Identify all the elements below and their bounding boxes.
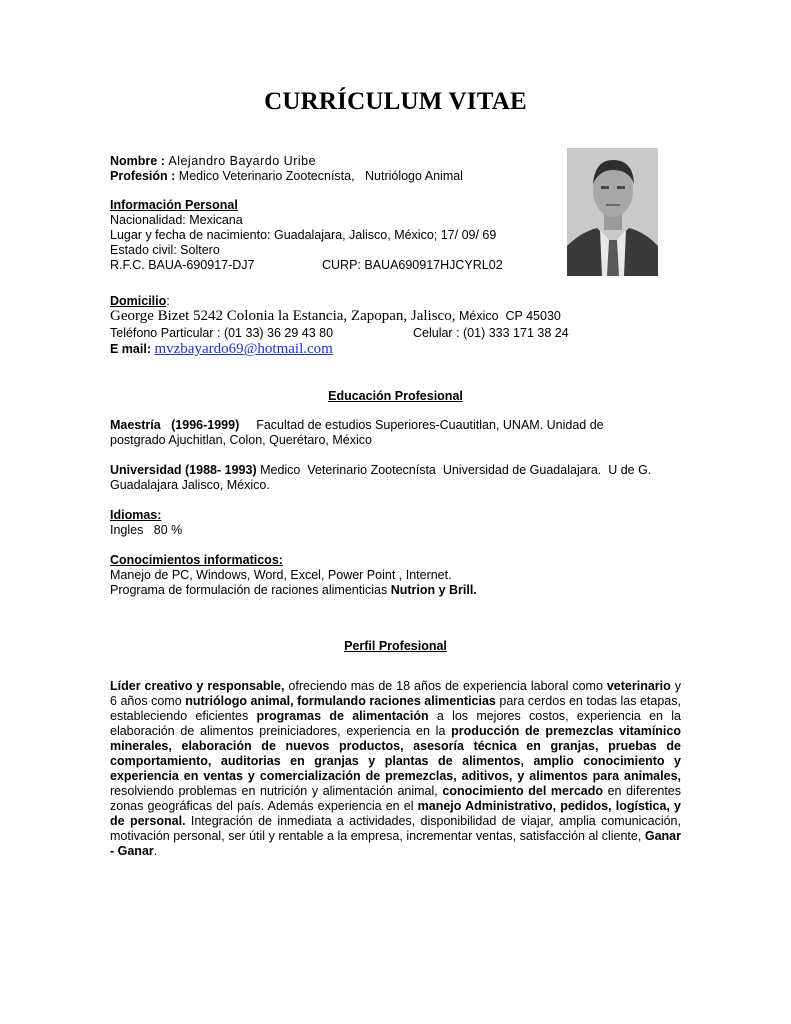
email-line [110, 342, 333, 357]
profession-value: Medico Veterinario Zootecnísta, Nutriólogo Animal [178, 169, 463, 183]
education-heading: Educación Profesional [328, 389, 463, 403]
profile-bold-2: veterinario [606, 679, 671, 693]
document-title: CURRÍCULUM VITAE [264, 88, 527, 115]
address-line [110, 309, 561, 324]
computing-line-2 [110, 583, 477, 598]
name-line [110, 154, 316, 169]
profile-bold-4: programas de alimentación [256, 709, 429, 723]
name-value: Alejandro Bayardo Uribe [168, 154, 317, 168]
domicilio-colon: : [166, 294, 170, 308]
masters-text-2: postgrado Ajuchitlan, Colon, Querétaro, México [110, 433, 372, 447]
profile-text-7: Integración de inmediata a actividades, disponibilidad de viajar, amplia comunicación, motivación personal, ser útil y rentable a la empresa, incrementar ventas, satisfacción al cliente, [110, 814, 681, 843]
profile-text-4: a los mejores costos, experiencia en la elaboración de alimentos preiniciadores, experiencia en la [110, 709, 681, 738]
civil-status: Estado civil: Soltero [110, 243, 220, 257]
profile-bold-6: conocimiento del mercado [442, 784, 603, 798]
email-label: E mail: [110, 342, 151, 356]
profession-label: Profesión : [110, 169, 176, 183]
rfc: R.F.C. BAUA-690917-DJ7 [110, 258, 255, 272]
email-link[interactable]: mvzbayardo69@hotmail.com [154, 341, 333, 357]
address-heading-line [110, 294, 170, 309]
mobile: Celular : (01) 333 171 38 24 [413, 326, 569, 340]
university-label: Universidad (1988- 1993) [110, 463, 257, 477]
computing-line-2-text: Programa de formulación de raciones alimenticias [110, 583, 388, 597]
languages-heading: Idiomas: [110, 508, 162, 522]
profile-bold-1: Líder creativo y responsable, [110, 679, 285, 693]
computing-software: Nutrion y Brill. [390, 583, 477, 597]
birth-info: Lugar y fecha de nacimiento: Guadalajara, Jalisco, México; 17/ 09/ 69 [110, 228, 497, 242]
university-text-1: Medico Veterinario Zootecnísta Universidad de Guadalajara. U de G. [260, 463, 652, 477]
profile-text-8: . [153, 844, 158, 858]
address-tail: México CP 45030 [458, 309, 561, 323]
curp: CURP: BAUA690917HJCYRL02 [322, 258, 503, 272]
profile-text-5: resolviendo problemas en nutrición y alimentación animal, [110, 784, 443, 798]
domicilio-heading: Domicilio [110, 294, 167, 308]
personal-heading: Información Personal [110, 198, 238, 212]
name-label: Nombre : [110, 154, 165, 168]
profile-photo [567, 148, 658, 276]
phone: Teléfono Particular : (01 33) 36 29 43 80 [110, 326, 334, 340]
profile-text-1: ofreciendo mas de 18 años de experiencia laboral como [284, 679, 607, 693]
profile-text-3: para cerdos en todas las etapas, estableciendo eficientes [110, 694, 681, 723]
profile-heading: Perfil Profesional [344, 639, 447, 653]
profile-bold-5: producción de premezclas vitamínico minerales, elaboración de nuevos productos, asesoría técnica en granjas, pruebas de comportamiento, auditorias en granjas y plantas de alimentos, amplio conocimiento y experiencia en ventas y comercialización de premezclas, aditivos, y alimentos para animales, [110, 724, 681, 783]
computing-line-1: Manejo de PC, Windows, Word, Excel, Power Point , Internet. [110, 568, 452, 582]
profile-text-6: en diferentes zonas geográficas del país. Además experiencia en el [110, 784, 681, 813]
masters-text-1: Facultad de estudios Superiores-Cuautitlan, UNAM. Unidad de [256, 418, 604, 432]
address-text: George Bizet 5242 Colonia la Estancia, Zapopan, Jalisco, [110, 308, 456, 324]
university-text-2: Guadalajara Jalisco, México. [110, 478, 270, 492]
computing-heading: Conocimientos informaticos: [110, 553, 283, 567]
university-line-1 [110, 463, 651, 478]
masters-label: Maestría (1996-1999) [110, 418, 240, 432]
nationality: Nacionalidad: Mexicana [110, 213, 243, 227]
profile-paragraph [110, 679, 681, 859]
languages-value: Ingles 80 % [110, 523, 183, 537]
profile-text-2: y 6 años como [110, 679, 681, 708]
profile-bold-7: manejo Administrativo, pedidos, logística, y de personal. [110, 799, 681, 828]
profession-line [110, 169, 463, 184]
profile-bold-3: nutriólogo animal, formulando raciones alimenticias [185, 694, 496, 708]
masters-line-1 [110, 418, 604, 433]
profile-bold-8: Ganar - Ganar [110, 829, 681, 858]
